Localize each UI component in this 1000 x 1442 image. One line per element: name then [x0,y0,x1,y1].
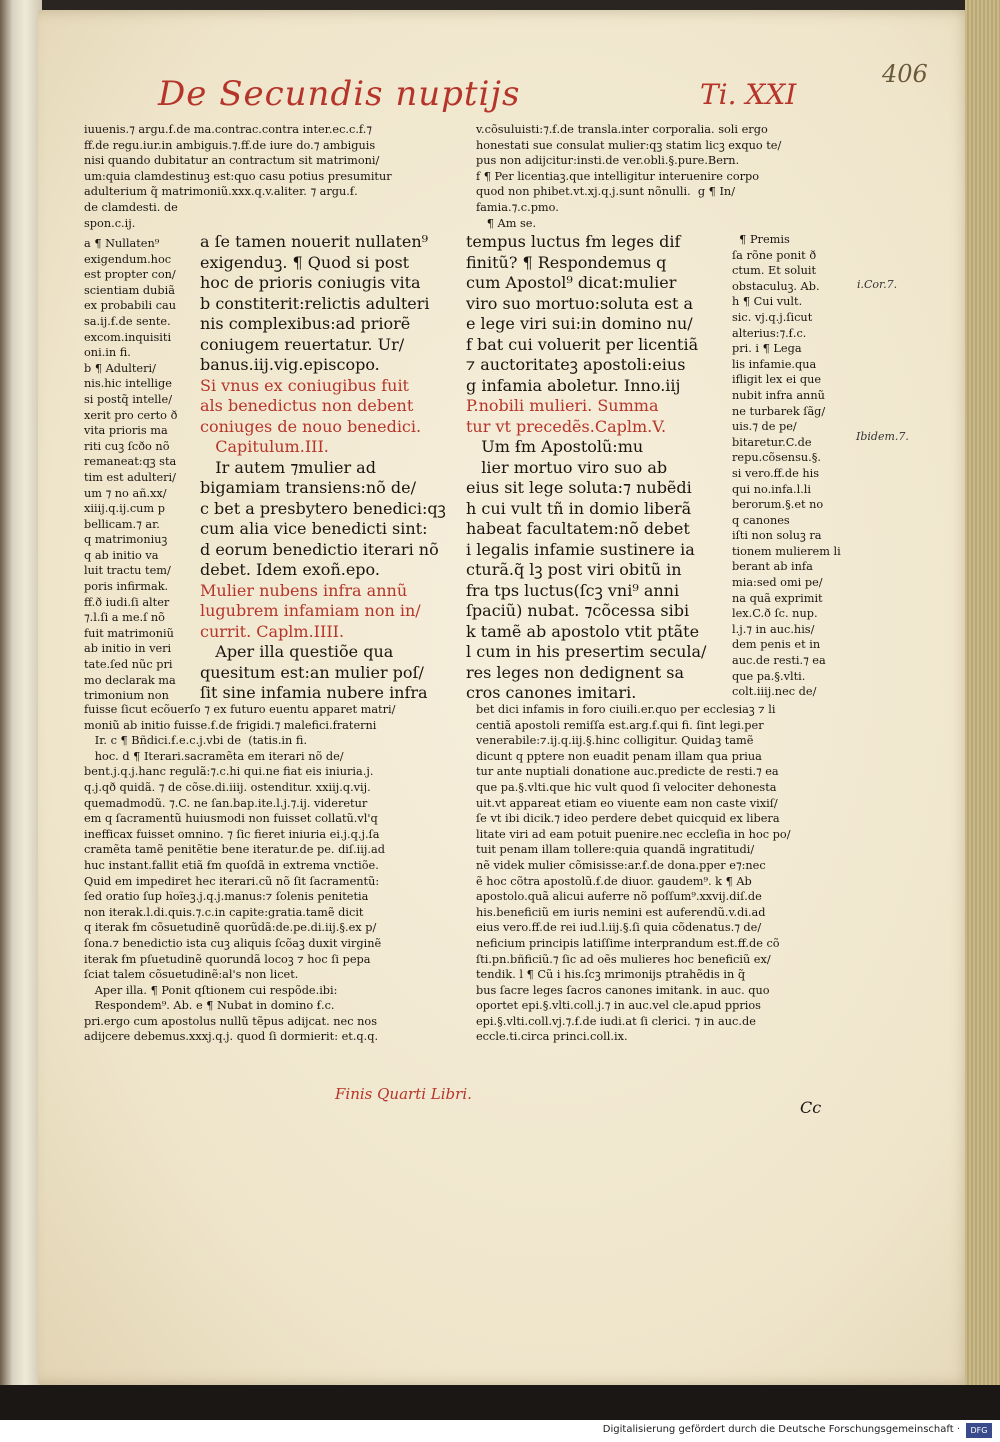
text-line: pus non adijcitur:insti.de ver.obli.§.pure.Bern. [476,154,740,168]
text-line: Si vnus ex coniugibus fuit [200,375,409,395]
text-line: tur vt precedẽs.Caplm.V. [466,416,667,436]
text-line: cum Apostol⁹ dicat:mulier [466,273,677,292]
text-line: debet. Idem exoñ.epo. [200,560,380,579]
text-line: adijcere debemus.xxxj.q.j. quod ſi dormierit: et.q.q. [84,1030,379,1044]
text-line: banus.iij.vig.episcopo. [200,355,380,374]
text-line: tur ante nuptiali donatione auc.predicte de resti.⁊ ea [476,765,779,779]
text-line: finitũ? ¶ Respondemus q [466,252,667,272]
text-line: ff.de regu.iur.in ambiguis.⁊.ff.de iure do.⁊ ambiguis [84,138,376,152]
text-line: Mulier nubens infra annũ [200,580,408,600]
text-line: ſit sine infamia nubere infra [200,683,428,702]
text-line: tuit penam illam tollere:quia quandã ingratitudi/ [476,843,755,857]
text-line: q matrimoniuꝫ [84,533,168,547]
text-line: mo declarak ma [84,673,176,687]
margin-note-1cor7: i.Cor.7. [857,278,898,291]
text-line: bus ſacre leges ſacros canones imitank. in auc. quo [476,983,770,997]
text-line: hoc. d ¶ Iterari.sacramẽta em iterari nõ de/ [84,749,344,763]
text-line: moniũ ab initio fuisse.ẜ.de frigidi.⁊ malefici.fraterni [84,718,377,732]
text-line: tempus luctus ẜm leges dif [466,232,681,251]
text-line: k tamẽ ab apostolo vtit ptãte [466,621,700,641]
bottom-gloss-right [476,702,791,1045]
text-line: sa.ij.ẜ.de sente. [84,314,171,328]
text-line: h cui vult tñ in domio liberã [466,498,692,518]
text-line: iſti non soluꝫ ra [732,529,822,543]
text-line: mia:sed omi pe/ [732,576,823,590]
text-line: lis infamie.qua [732,357,817,371]
text-line: ſciat talem cõsuetudinẽ:al's non licet. [84,968,299,982]
folio-number: 406 [882,60,928,88]
text-line: ⁊.l.ſi a me.ſ nõ [84,611,165,625]
text-line: nis.hic intellige [84,377,172,391]
text-line: eccle.ti.circa princi.coll.ix. [476,1030,628,1044]
text-line: ne turbarek ſãg/ [732,404,826,418]
text-line: est propter con/ [84,268,176,282]
text-line: Capitulum.III. [200,437,329,456]
text-line: litate viri ad eam potuit puenire.nec eccleſia in hoc po/ [476,827,791,841]
bottom-gloss-left [84,702,395,1045]
text-line: si vero.ff.de his [732,466,820,480]
text-line: i legalis infamie sustinere ia [466,539,695,559]
text-line: fuit matrimoniũ [84,626,174,640]
text-line: Aper illa questiõe qua [200,642,394,661]
text-line: pri. i ¶ Lega [732,342,802,356]
text-line: bet dici infamis in foro ciuili.er.quo per ecclesiaꝫ ⁊ li [476,703,776,716]
text-line: bellicam.⁊ ar. [84,517,160,531]
text-line: habeat facultatem:nõ debet [466,519,690,538]
top-gloss-left [84,122,392,231]
text-line: Um ẜm Apostolũ:mu [466,437,644,456]
narrow-gloss-left [84,236,177,704]
text-line: q.j.qð quidã. ⁊ de cõse.di.iiij. ostenditur. xxiij.q.vij. [84,780,371,794]
text-line: b constiterit:relictis adulteri [200,293,430,313]
text-line: Aper illa. ¶ Ponit qſtionem cui respõde.ibi: [84,983,338,997]
text-line: que pa.§.vlti.que hic vult quod ſi velociter dehonesta [476,780,777,794]
text-line: bigamiam transiens:nõ de/ [200,478,416,497]
text-line: P.nobili mulieri. Summa [466,396,659,415]
text-line: ab initio in veri [84,642,172,656]
text-line: cum alia vice benedicti sint: [200,519,428,538]
titulus-number: Ti. XXI [700,78,797,111]
text-line: als benedictus non debent [200,396,414,415]
text-line: c bet a presbytero benedici:qꝫ [200,498,446,518]
text-line: ſed oratio ſup hoĩeꝫ.j.q.j.manus:⁊ ſolenis penitetia [84,890,369,904]
text-line: q iterak ẜm cõsuetudinẽ quorũdã:de.pe.di.iij.§.ex p/ [84,921,377,935]
text-line: ſti.pn.bñficiũ.⁊ ſic ad oẽs mulieres hoc beneficiũ ex/ [476,952,771,966]
text-line: ſpaciũ) nubat. ⁊cõcessa sibi [466,601,690,620]
text-line: cros canones imitari. [466,683,637,702]
text-line: quemadmodũ. ⁊.C. ne ſan.bap.ite.l.j.⁊.ij. videretur [84,796,368,810]
text-line: Ir. c ¶ Bñdici.ẜ.e.c.j.vbi de (tatis.in fi. [84,734,308,748]
text-line: riti cuꝫ ſcðo nõ [84,439,170,453]
text-line: his.beneficiũ em iuris nemini est auferendũ.v.di.ad [476,905,766,919]
text-line: ifligit lex ei que [732,373,822,387]
text-line: a ¶ Nullaten⁹ [84,237,160,250]
text-line: na quã exprimit [732,591,823,605]
text-line: ¶ Premis [732,233,790,246]
text-line: centiã apostoli remiſſa est.arg.ẜ.qui fi. ſint legi.per [476,718,764,732]
main-text-column-2 [466,232,706,704]
text-line: repu.cõsensu.§. [732,451,821,465]
text-line: tim est adulteri/ [84,470,176,484]
text-line: luit tractu tem/ [84,564,171,578]
text-line: dem penis et in [732,638,821,652]
text-line: tendik. l ¶ Cũ i his.ſcꝫ mrimonijs ptrahẽdis in q̃ [476,968,746,982]
text-line: xerit pro certo ð [84,408,178,422]
text-line: cturã.q̃ lꝫ post viri obitũ in [466,560,682,579]
text-line: eius vero.ff.de rei iud.l.iij.§.ſi quia cõdenatus.⁊ de/ [476,921,762,935]
text-line: nẽ videk mulier cõmisisse:ar.ẜ.de dona.pper e⁊:nec [476,858,766,872]
text-line: de clamdesti. de [84,200,178,214]
text-line: honestati sue consulat mulier:qꝫ statim licꝫ exquo te/ [476,138,782,152]
text-line: uit.vt appareat etiam eo viuente eam non caste vixiſ/ [476,796,778,810]
text-line: obstaculuꝫ. Ab. [732,279,820,293]
text-line: berant ab infa [732,560,813,574]
text-line: Quid em impediret hec iterari.cũ nõ ſit ſacramentũ: [84,874,380,888]
text-line: lier mortuo viro suo ab [466,457,668,477]
margin-note-ibidem7: Ibidem.7. [856,430,909,443]
text-line: vita prioris ma [84,424,168,438]
text-line: oni.in fi. [84,346,131,360]
book-fore-edge [0,0,42,1410]
text-line: quesitum est:an mulier poſ/ [200,662,424,682]
text-line: v.cõsuluisti:⁊.ẜ.de transla.inter corporalia. soli ergo [476,123,768,136]
text-line: um ⁊ no añ.xx/ [84,486,167,500]
text-line: res leges non dedignent sa [466,662,684,682]
text-line: non iterak.l.di.quis.⁊.c.in capite:gratia.tamẽ dicit [84,905,364,919]
text-line: ¶ Am se. [476,216,537,230]
explicit-line: Finis Quarti Libri. [335,1085,472,1103]
text-line: g infamia aboletur. Inno.iij [466,375,681,395]
text-line: xiiij.q.ij.cum p [84,502,165,516]
text-line: inefficax fuisset omnino. ⁊ ſic fieret iniuria ei.j.q.j.ſa [84,827,380,841]
text-line: fuisse ſicut ecõuerſo ⁊ ex futuro euentu apparet matri/ [84,703,396,716]
text-line: famia.⁊.c.pmo. [476,200,559,214]
text-line: d eorum benedictio iterari nõ [200,539,439,559]
text-line: exigenduꝫ. ¶ Quod si post [200,252,410,272]
text-line: epi.§.vlti.coll.vj.⁊.ẜ.de iudi.at ſi clerici. ⁊ in auc.de [476,1014,756,1028]
narrow-gloss-right [732,232,841,700]
text-line: dicunt q pptere non euadit penam illam qua priua [476,749,762,763]
text-line: sic. vj.q.j.ſicut [732,310,813,324]
text-line: que pa.§.vlti. [732,669,806,683]
text-line: poris infirmak. [84,580,169,594]
text-line: f bat cui voluerit per licentiã [466,334,699,354]
text-line: Ir autem ⁊mulier ad [200,457,376,477]
text-line: coniugem reuertatur. Ur/ [200,334,405,354]
text-line: auc.de resti.⁊ ea [732,654,826,668]
text-line: q ab initio va [84,548,159,562]
text-line: fra tps luctus(ſcꝫ vni⁹ anni [466,580,680,600]
text-line: nisi quando dubitatur an contractum sit matrimoni/ [84,154,380,168]
text-line: scientiam dubiã [84,283,175,297]
text-line: venerabile:⁊.ij.q.iij.§.hinc colligitur. Quidaꝫ tamẽ [476,734,754,748]
text-line: currit. Caplm.IIII. [200,621,345,641]
footer-bar [0,1420,1000,1442]
text-line: trimonium non [84,689,169,703]
text-line: spon.c.ij. [84,216,136,230]
text-line: e lege viri sui:in domino nu/ [466,314,693,333]
main-text-column-1 [200,232,446,704]
text-line: berorum.§.et no [732,498,824,512]
text-line: exigendum.hoc [84,252,172,266]
text-line: q canones [732,513,790,527]
text-line: a ſe tamen nouerit nullaten⁹ [200,232,429,251]
text-line: coniuges de nouo benedici. [200,416,422,436]
text-line: apostolo.quã alicui auferre nõ poſſum⁹.xxvij.diſ.de [476,890,762,904]
text-line: l cum in his presertim secula/ [466,642,707,661]
text-line: si postq̃ intelle/ [84,392,173,406]
text-line: quod non phibet.vt.xj.q.j.sunt nõnulli. g ¶ In/ [476,185,736,199]
running-title: De Secundis nuptijs [158,74,521,114]
top-gloss-right [476,122,781,231]
text-line: eius sit lege soluta:⁊ nubẽdi [466,478,692,497]
scan-bottom-band [0,1385,1000,1420]
text-line: um:quia clamdestinuꝫ est:quo casu potius presumitur [84,169,392,183]
text-line: nubit infra annũ [732,388,825,402]
text-line: viro suo mortuo:soluta est a [466,293,694,313]
text-line: remaneat:qꝫ sta [84,455,177,469]
text-line: bent.j.q.j.hanc regulã:⁊.c.hi qui.ne fiat eis iniuria.j. [84,765,374,779]
text-line: huc instant.fallit etiã ẜm quoſdã in extrema vnctiõe. [84,858,379,872]
text-line: tate.ſed nũc pri [84,658,173,672]
text-line: ⁊ auctoritateꝫ apostoli:eius [466,355,686,374]
text-line: ff.ð iudi.ſi alter [84,595,170,609]
text-line: bitaretur.C.de [732,435,812,449]
text-line: ex probabili cau [84,299,177,313]
text-line: lugubrem infamiam non in/ [200,601,421,620]
page-stack-edge [965,0,1000,1410]
footer-credit: Digitalisierung gefördert durch die Deutsche Forschungsgemeinschaft · [602,1424,960,1435]
text-line: nis complexibus:ad priorẽ [200,314,411,333]
text-line: ẽ hoc cõtra apostolũ.ẜ.de diuor. gaudem⁹. k ¶ Ab [476,874,752,888]
text-line: hoc de prioris coniugis vita [200,273,421,292]
text-line: adulterium q̃ matrimoniũ.xxx.q.v.aliter. ⁊ argu.ẜ. [84,185,358,199]
text-line: Respondem⁹. Ab. e ¶ Nubat in domino ẜ.c. [84,999,335,1013]
text-line: oportet epi.§.vlti.coll.j.⁊ in auc.vel cle.apud pprios [476,999,761,1013]
text-line: qui no.infa.l.li [732,482,812,496]
text-line: l.j.⁊ in auc.his/ [732,622,815,636]
text-line: cramẽta tamẽ penitẽtie bene iteratur.de pe. diſ.iij.ad [84,843,385,857]
text-line: ctum. Et soluit [732,264,817,278]
text-line: b ¶ Adulteri/ [84,361,156,375]
text-line: uis.⁊ de pe/ [732,420,797,434]
text-line: tionem mulierem li [732,544,841,558]
text-line: h ¶ Cui vult. [732,295,803,309]
text-line: em q ſacramentũ huiusmodi non fuisset collatũ.vl'q [84,812,378,826]
text-line: neficium principis latiſſime interprandum est.ff.de cõ [476,936,780,950]
text-line: lex.C.ð ſc. nup. [732,607,818,621]
text-line: f ¶ Per licentiaꝫ.que intelligitur interuenire corpo [476,169,760,183]
text-line: ſe vt ibi dicik.⁊ ideo perdere debet quicquid ex libera [476,812,780,826]
text-line: excom.inquisiti [84,330,172,344]
text-line: ſona.⁊ benedictio ista cuꝫ aliquis ſcõaꝫ duxit virginẽ [84,936,382,950]
text-line: iterak ẜm pſuetudinẽ quorundã locoꝫ ⁊ hoc ſi pepa [84,952,371,966]
dfg-logo: DFG [966,1423,992,1438]
text-line: iuuenis.⁊ argu.ẜ.de ma.contrac.contra inter.ec.c.f.⁊ [84,123,372,136]
catchword: Cc [800,1098,822,1117]
text-line: colt.iiij.nec de/ [732,685,817,699]
text-line: alterius:⁊.ẜ.c. [732,326,807,340]
text-line: ſa rõne ponit ð [732,248,817,262]
text-line: pri.ergo cum apostolus nullũ tẽpus adijcat. nec nos [84,1014,378,1028]
